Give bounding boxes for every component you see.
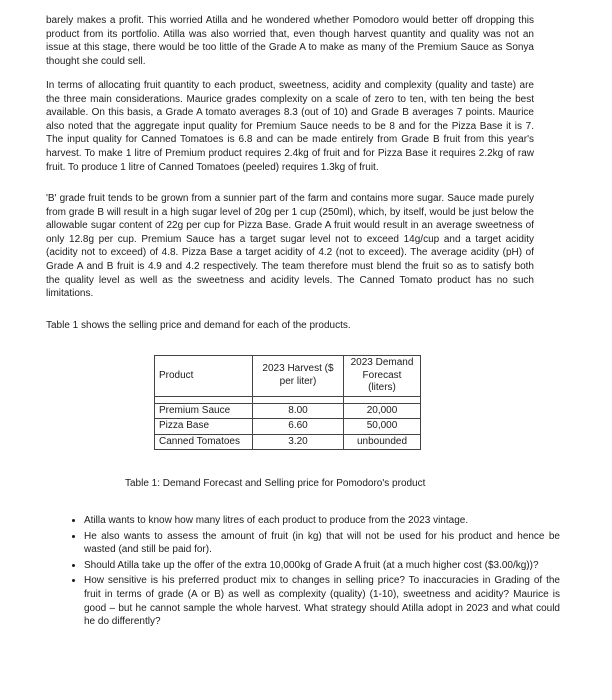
column-header-demand: 2023 Demand Forecast (liters) [344,356,421,397]
body-paragraph: barely makes a profit. This worried Atilla and he wondered whether Pomodoro would better off dropping this product from its portfolio. Atilla was also worried that, even though harvest quantity and quality was not an issue at this stage, there would be too little of the Grade A to make as many of the Premium Sauce as Sonya thought she could sell. [46,15,534,67]
table-row [155,419,421,435]
table-row [155,403,421,419]
table-header-row [155,356,421,397]
product-cell: Premium Sauce [155,403,253,419]
demand-cell: 20,000 [344,403,421,419]
price-cell: 8.00 [253,403,344,419]
price-cell: 3.20 [253,434,344,450]
table-spacer-row [155,396,421,403]
body-paragraph: 'B' grade fruit tends to be grown from a sunnier part of the farm and contains more sugar. Sauce made purely from grade B will result in a high sugar level of 20g per 1 cup (250ml), which, by itself, would be just below the allowable sugar content of 22g per cup for Pizza Base. Grade A fruit would result in an average sweetness of only 12.8g per cup. Premium Sauce has a target sugar level not to exceed 14g/cup and a target acidity (acidity not to exceed) of 4.8. Pizza Base a target acidity of 4.2 (not to exceed). The average acidity (pH) of Grade A and B fruit is 4.9 and 4.2 respectively. The team therefore must blend the fruit so as to satisfy both the quality level as well as the sweetness and acidity levels. The Canned Tomato product has no such limitations. [46,193,534,300]
table-caption: Table 1: Demand Forecast and Selling price for Pomodoro's product [125,478,426,489]
list-item: • He also wants to assess the amount of fruit (in kg) that will not be used for his product and hence be wasted (and still be paid for). [84,530,560,557]
spacer-cell [344,396,421,403]
demand-forecast-table [154,355,421,450]
column-header-price: 2023 Harvest ($ per liter) [253,356,344,397]
list-item: • Atilla wants to know how many litres of each product to produce from the 2023 vintage. [84,514,560,528]
list-item: • Should Atilla take up the offer of the extra 10,000kg of Grade A fruit (at a much higher cost ($3.00/kg))? [84,559,560,573]
body-paragraph: In terms of allocating fruit quantity to each product, sweetness, acidity and complexity (quality and taste) are the three main considerations. Maurice grades complexity on a scale of zero to ten, with ten being the best available. On this basis, a Grade A tomato averages 8.3 (out of 10) and Grade B averages 7 points. Maurice also noted that the aggregate input quality for Premium Sauce needs to be 8 and for the Pizza Base it is 7. The input quality for Canned Tomatoes is 6.8 and can be made entirely from Grade B fruit from this year's harvest. To make 1 litre of Premium product requires 2.4kg of fruit and for Pizza Base it requires 2.2kg of raw fruit. To produce 1 litre of Canned Tomatoes (peeled) requires 1.3kg of fruit. [46,80,534,173]
table-row [155,434,421,450]
column-header-product: Product [155,356,253,397]
question-list [60,514,560,631]
price-cell: 6.60 [253,419,344,435]
table-intro-paragraph: Table 1 shows the selling price and demand for each of the products. [46,320,351,331]
product-cell: Canned Tomatoes [155,434,253,450]
list-item: • How sensitive is his preferred product mix to changes in selling price? To inaccuracies in Grading of the fruit in terms of grade (A or B) as well as complexity (quality) (1-10), sweetness and acidity? Maurice is good – but he cannot sample the whole harvest. What strategy should Atilla adopt in 2023 and what could he do differently? [84,574,560,628]
spacer-cell [155,396,253,403]
demand-cell: unbounded [344,434,421,450]
demand-cell: 50,000 [344,419,421,435]
product-cell: Pizza Base [155,419,253,435]
spacer-cell [253,396,344,403]
